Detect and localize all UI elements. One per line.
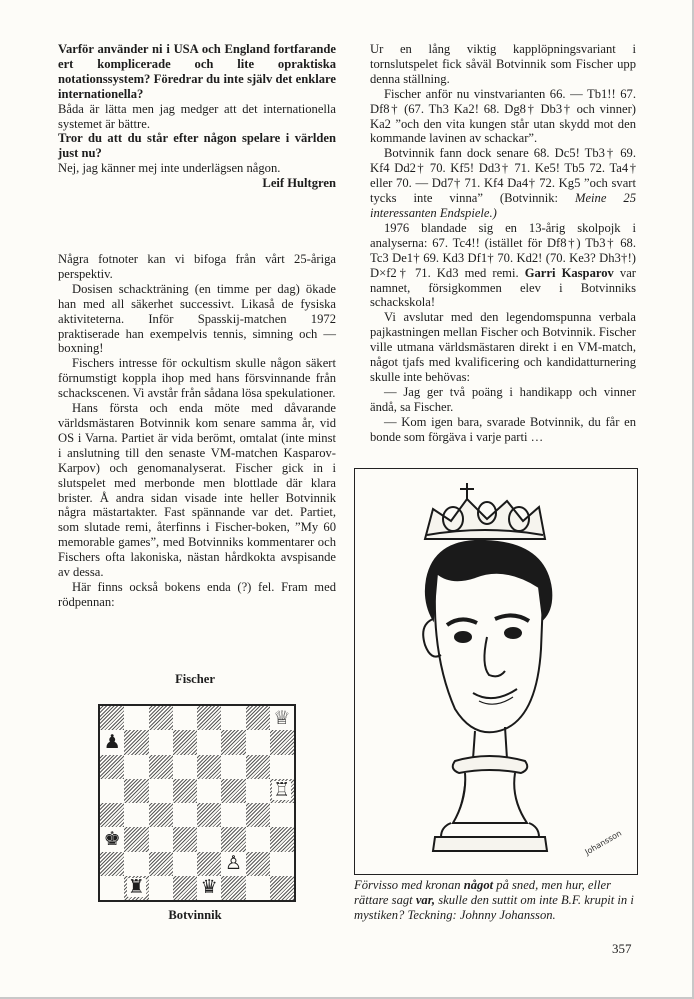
square-g6 — [246, 755, 270, 779]
book-title: Meine 25 interessanten Endspiele.) — [370, 191, 636, 220]
square-b1 — [124, 876, 148, 900]
square-b3 — [124, 827, 148, 851]
square-d4 — [173, 803, 197, 827]
square-d7 — [173, 730, 197, 754]
paragraph: Hans första och enda möte med dåvarande världsmästaren Botvinnik kom senare samma år, vid OS i Varna. Partiet är vida berömt, omtalat (inte minst i anslutning till den senaste VM-matchen Kasparov-Karpov) och genomanalyserat. Fischer gick in i slutspelet med merbonde men blottlade där klara brister. Å andra sidan visade inte heller Botvinnik några mästartakter. Fast spännande var det. Partiet, som slutade remi, återfinns i Fischer-boken, ”My 60 memorable games”, med Botvinniks kommentarer och Fischers ofta lakoniska, nästan hårdkokta avspisande av dessa. — [58, 401, 336, 580]
chess-piece-b1: ♜ — [127, 876, 145, 899]
chess-piece-a7: ♟ — [103, 730, 121, 753]
diagram-top-player: Fischer — [175, 672, 215, 686]
square-a3 — [100, 827, 124, 851]
square-f2 — [221, 852, 245, 876]
caricature-illustration — [354, 468, 638, 875]
player-name-kasparov: Garri Kasparov — [524, 265, 614, 280]
square-e8 — [197, 706, 221, 730]
square-h4 — [270, 803, 294, 827]
caption-emphasis: något — [463, 878, 494, 892]
interview-answer-1: Båda är lätta men jag medger att det internationella systemet är bättre. — [58, 101, 336, 131]
square-h8 — [270, 706, 294, 730]
square-h2 — [270, 852, 294, 876]
chess-piece-f2: ♙ — [224, 852, 242, 875]
paragraph: Ur en lång viktig kapplöpningsvariant i tornslutspelet fick såväl Botvinnik som Fischer upp denna ställning. — [370, 42, 636, 86]
square-h7 — [270, 730, 294, 754]
square-c6 — [149, 755, 173, 779]
square-h3 — [270, 827, 294, 851]
square-c8 — [149, 706, 173, 730]
square-f6 — [221, 755, 245, 779]
square-e2 — [197, 852, 221, 876]
diagram-bottom-player: Botvinnik — [168, 908, 222, 922]
caricature-drawing — [355, 469, 637, 874]
square-e4 — [197, 803, 221, 827]
square-f8 — [221, 706, 245, 730]
paragraph-text: 1976 blandade sig en 13-årig skolpojk i analyserna: 67. Tc4!! (istället för Df8†) Tb3† 68. Tc3 De1† 69. Kd3 Df1† 70. Kd2! (70. Ke3? Dh3†!) D×f2† 71. Kd3 med remi. — [370, 220, 636, 280]
square-g8 — [246, 706, 270, 730]
interview-answer-2: Nej, jag känner mej inte underlägsen någon. — [58, 161, 281, 176]
square-e5 — [197, 779, 221, 803]
paragraph: Fischers intresse för ockultism skulle någon säkert förnumstigt koppla ihop med hans försvinnande från schackscenen. Vi avstår från sådana lösa spekulationer. — [58, 356, 336, 401]
square-g3 — [246, 827, 270, 851]
paragraph: — Kom igen bara, svarade Botvinnik, du får en bonde som förgäva i varje parti … — [370, 414, 636, 444]
square-a2 — [100, 852, 124, 876]
chess-piece-a3: ♚ — [103, 827, 121, 850]
paragraph: Fischer anför nu vinstvarianten 66. — Tb1!! 67. Df8† (67. Th3 Ka2! 68. Dg8† Db3† och vinner) Ka2 ”och den vita kungen står utan skydd mot den kommande lavinen av schackar”. — [370, 86, 636, 146]
square-d1 — [173, 876, 197, 900]
article-right-column — [370, 42, 636, 444]
article-left-column — [58, 252, 336, 610]
square-h6 — [270, 755, 294, 779]
caption-emphasis: var, — [415, 893, 436, 907]
square-b7 — [124, 730, 148, 754]
paragraph — [370, 221, 636, 310]
caption-text: Förvisso med kronan — [354, 878, 464, 892]
square-c1 — [149, 876, 173, 900]
paragraph — [370, 146, 636, 221]
square-a6 — [100, 755, 124, 779]
square-g5 — [246, 779, 270, 803]
square-c2 — [149, 852, 173, 876]
square-a4 — [100, 803, 124, 827]
square-d6 — [173, 755, 197, 779]
square-e7 — [197, 730, 221, 754]
interview-block — [58, 42, 336, 191]
page-number: 357 — [612, 941, 632, 956]
square-d5 — [173, 779, 197, 803]
square-a1 — [100, 876, 124, 900]
chess-piece-h5: ♖ — [273, 779, 291, 802]
square-f4 — [221, 803, 245, 827]
paragraph: — Jag ger två poäng i handikapp och vinner ändå, sa Fischer. — [370, 384, 636, 414]
square-c4 — [149, 803, 173, 827]
square-e3 — [197, 827, 221, 851]
square-a7 — [100, 730, 124, 754]
square-h1 — [270, 876, 294, 900]
square-d3 — [173, 827, 197, 851]
square-e6 — [197, 755, 221, 779]
square-f5 — [221, 779, 245, 803]
paragraph-text: var namnet, försigkommen elev i Botvinniks schackskola! — [370, 265, 637, 310]
square-f3 — [221, 827, 245, 851]
caption-text: på sned, men hur, eller rättare sagt — [354, 878, 612, 907]
paragraph-text: Botvinnik fann dock senare 68. Dc5! Tb3† 69. Kf4 Dd2† 70. Kf5! Dd3† 71. Ke5! Tb5 72. Ta4† eller 70. — Dd7† 71. Kf4 Da4† 72. Kg5 ”och svart tycks inte vinna” (Botvinnik: — [370, 146, 636, 206]
square-b6 — [124, 755, 148, 779]
square-h5 — [270, 779, 294, 803]
square-b2 — [124, 852, 148, 876]
paragraph: Här finns också bokens enda (?) fel. Fram med rödpennan: — [58, 579, 336, 609]
chess-piece-h8: ♕ — [273, 706, 291, 729]
square-a8 — [100, 706, 124, 730]
interview-signature: Leif Hultgren — [262, 176, 336, 191]
chess-piece-e1: ♛ — [200, 876, 218, 899]
square-a5 — [100, 779, 124, 803]
square-c5 — [149, 779, 173, 803]
square-f1 — [221, 876, 245, 900]
square-b4 — [124, 803, 148, 827]
square-g2 — [246, 852, 270, 876]
square-g4 — [246, 803, 270, 827]
square-d8 — [173, 706, 197, 730]
square-c7 — [149, 730, 173, 754]
paragraph: Några fotnoter kan vi bifoga från vårt 25-åriga perspektiv. — [58, 252, 336, 281]
square-c3 — [149, 827, 173, 851]
square-g7 — [246, 730, 270, 754]
interview-question-2: Tror du att du står efter någon spelare i världen just nu? — [58, 131, 336, 161]
square-d2 — [173, 852, 197, 876]
svg-text:Johansson: Johansson — [583, 828, 624, 857]
square-e1 — [197, 876, 221, 900]
interview-question-1: Varför använder ni i USA och England fortfarande ert komplicerade och lite opraktiska notationssystem? Föredrar du inte själv det enklare internationella? — [58, 42, 336, 101]
paragraph: Vi avslutar med den legendomspunna verbala pajkastningen mellan Fischer och Botvinnik. Fischer ville utmana världsmästaren direkt i en VM-match, något tjafs med kvalificering och kandidatturnering skulle inte behövas: — [370, 310, 636, 384]
square-g1 — [246, 876, 270, 900]
square-b5 — [124, 779, 148, 803]
illustration-caption — [354, 878, 638, 923]
square-f7 — [221, 730, 245, 754]
paragraph: Dosisen schackträning (en timme per dag) ökade han med all säkerhet successivt. Likaså de fysiska aktiviteterna. Inför Spasskij-matchen 1972 praktiserade han exempelvis tennis, simning och — boxning! — [58, 281, 336, 356]
caption-text: skulle den suttit om inte B.F. krupit in i mystiken? Teckning: Johnny Johansson. — [354, 893, 634, 922]
square-b8 — [124, 706, 148, 730]
chess-diagram — [98, 704, 296, 902]
